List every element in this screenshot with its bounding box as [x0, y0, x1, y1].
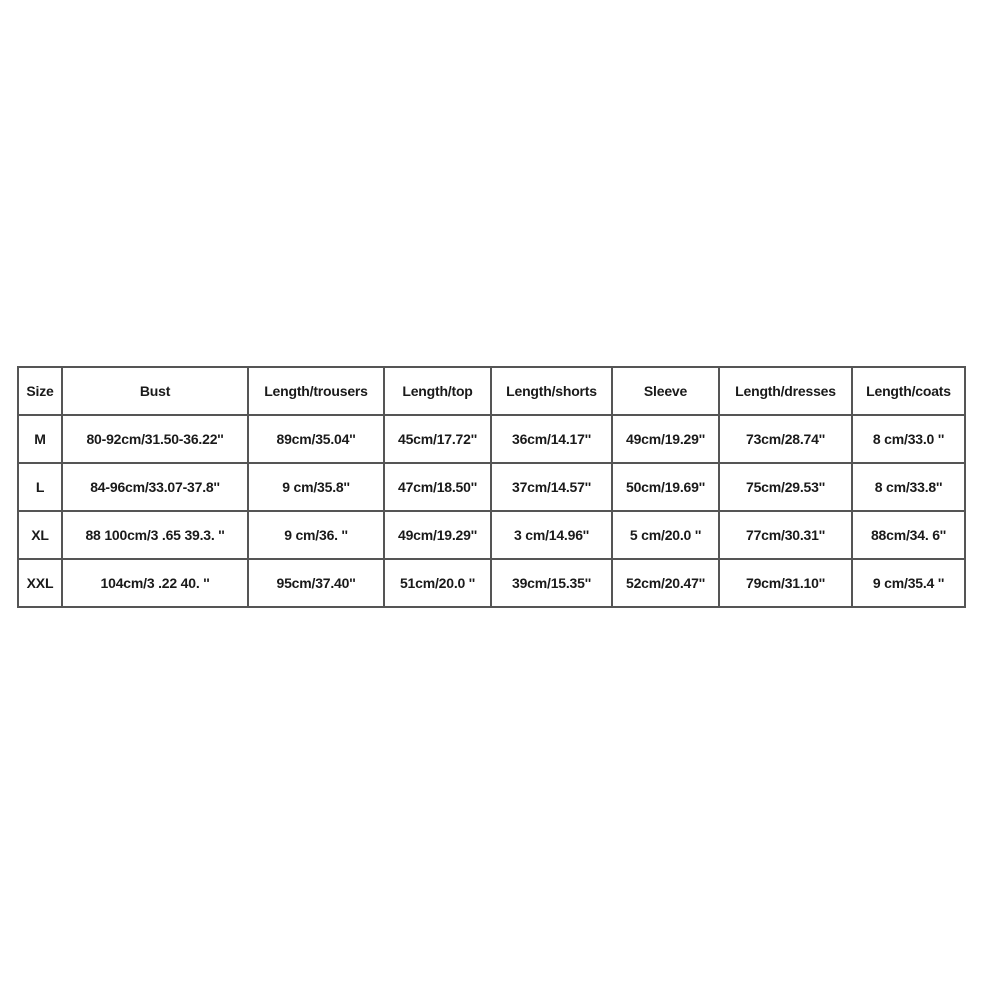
- header-size: Size: [19, 368, 63, 416]
- cell-sleeve: 49cm/19.29'': [613, 416, 720, 464]
- cell-length-coats: 9 cm/35.4 '': [853, 560, 966, 608]
- header-length-trousers: Length/trousers: [249, 368, 385, 416]
- cell-length-trousers: 9 cm/36. '': [249, 512, 385, 560]
- header-length-top: Length/top: [385, 368, 492, 416]
- cell-length-dresses: 75cm/29.53'': [720, 464, 853, 512]
- cell-sleeve: 50cm/19.69'': [613, 464, 720, 512]
- size-chart-table: [17, 366, 966, 608]
- cell-length-top: 45cm/17.72'': [385, 416, 492, 464]
- cell-length-shorts: 3 cm/14.96'': [492, 512, 613, 560]
- cell-length-trousers: 9 cm/35.8'': [249, 464, 385, 512]
- header-length-dresses: Length/dresses: [720, 368, 853, 416]
- cell-bust: 84-96cm/33.07-37.8'': [63, 464, 249, 512]
- header-sleeve: Sleeve: [613, 368, 720, 416]
- cell-length-trousers: 89cm/35.04'': [249, 416, 385, 464]
- cell-size: L: [19, 464, 63, 512]
- cell-length-dresses: 79cm/31.10'': [720, 560, 853, 608]
- cell-length-top: 47cm/18.50'': [385, 464, 492, 512]
- header-length-coats: Length/coats: [853, 368, 966, 416]
- cell-length-coats: 88cm/34. 6'': [853, 512, 966, 560]
- cell-size: XL: [19, 512, 63, 560]
- cell-bust: 104cm/3 .22 40. '': [63, 560, 249, 608]
- cell-length-trousers: 95cm/37.40'': [249, 560, 385, 608]
- cell-sleeve: 5 cm/20.0 '': [613, 512, 720, 560]
- cell-sleeve: 52cm/20.47'': [613, 560, 720, 608]
- cell-size: M: [19, 416, 63, 464]
- cell-length-coats: 8 cm/33.0 '': [853, 416, 966, 464]
- table-row: [19, 560, 966, 608]
- cell-bust: 80-92cm/31.50-36.22'': [63, 416, 249, 464]
- cell-bust: 88 100cm/3 .65 39.3. '': [63, 512, 249, 560]
- cell-length-top: 49cm/19.29'': [385, 512, 492, 560]
- table-row: [19, 512, 966, 560]
- table-header-row: [19, 368, 966, 416]
- table-row: [19, 464, 966, 512]
- cell-length-shorts: 37cm/14.57'': [492, 464, 613, 512]
- header-bust: Bust: [63, 368, 249, 416]
- header-length-shorts: Length/shorts: [492, 368, 613, 416]
- cell-length-dresses: 73cm/28.74'': [720, 416, 853, 464]
- cell-length-shorts: 36cm/14.17'': [492, 416, 613, 464]
- cell-length-dresses: 77cm/30.31'': [720, 512, 853, 560]
- cell-length-coats: 8 cm/33.8'': [853, 464, 966, 512]
- table-row: [19, 416, 966, 464]
- cell-size: XXL: [19, 560, 63, 608]
- cell-length-shorts: 39cm/15.35'': [492, 560, 613, 608]
- cell-length-top: 51cm/20.0 '': [385, 560, 492, 608]
